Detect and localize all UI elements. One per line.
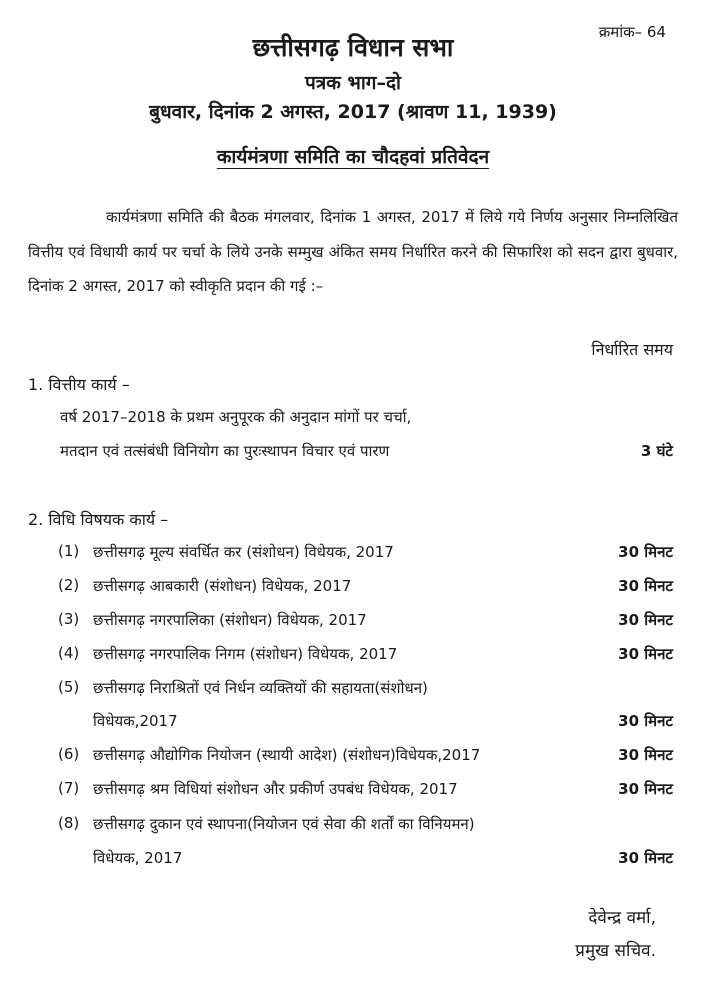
item-number: (8) <box>58 814 80 832</box>
time-column-header: निर्धारित समय <box>591 340 673 359</box>
signatory-name: देवेन्द्र वर्मा, <box>588 908 656 928</box>
bill-title-continued: विधेयक,2017 <box>93 712 178 730</box>
item-number: (7) <box>58 779 80 797</box>
financial-time: 3 घंटे <box>640 442 673 460</box>
item-number: (5) <box>58 678 80 696</box>
session-date: बुधवार, दिनांक 2 अगस्त, 2017 (श्रावण 11, 1939) <box>149 101 557 123</box>
item-number: (1) <box>58 542 80 560</box>
bill-title: छत्तीसगढ़ आबकारी (संशोधन) विधेयक, 2017 <box>93 577 352 595</box>
bill-time: 30 मिनट <box>618 746 673 764</box>
bill-time: 30 मिनट <box>618 780 673 798</box>
bill-title: छत्तीसगढ़ श्रम विधियां संशोधन और प्रकीर्ण उपबंध विधेयक, 2017 <box>93 780 458 798</box>
bill-time: 30 मिनट <box>618 849 673 867</box>
item-number: (6) <box>58 745 80 763</box>
intro-paragraph: कार्यमंत्रणा समिति की बैठक मंगलवार, दिनांक 1 अगस्त, 2017 में लिये गये निर्णय अनुसार निम्नलिखित वित्तीय एवं विधायी कार्य पर चर्चा के लिये उनके सम्मुख अंकित समय निर्धारित करने की सिफारिश को सदन द्वारा बुधवार, दिनांक 2 अगस्त, 2017 को स्वीकृति प्रदान की गई :– <box>28 208 678 295</box>
financial-line-1: वर्ष 2017–2018 के प्रथम अनुपूरक की अनुदान मांगों पर चर्चा, <box>60 408 412 426</box>
section-financial-heading: 1. वित्तीय कार्य – <box>28 375 130 394</box>
signatory-designation: प्रमुख सचिव. <box>575 941 656 961</box>
item-number: (4) <box>58 644 80 662</box>
item-number: (3) <box>58 610 80 628</box>
report-title <box>0 143 706 169</box>
bill-title: छत्तीसगढ़ औद्योगिक नियोजन (स्थायी आदेश) (संशोधन)विधेयक,2017 <box>93 746 481 764</box>
bill-time: 30 मिनट <box>618 611 673 629</box>
bill-title: छत्तीसगढ़ निराश्रितों एवं निर्धन व्यक्तियों की सहायता(संशोधन) <box>93 679 428 697</box>
item-number: (2) <box>58 576 80 594</box>
bill-time: 30 मिनट <box>618 577 673 595</box>
financial-line-2: मतदान एवं तत्संबंधी विनियोग का पुरःस्थापन विचार एवं पारण <box>60 442 390 460</box>
bill-title: छत्तीसगढ़ नगरपालिका (संशोधन) विधेयक, 2017 <box>93 611 367 629</box>
report-title-text: कार्यमंत्रणा समिति का चौदहवां प्रतिवेदन <box>216 146 490 168</box>
bill-title: छत्तीसगढ़ नगरपालिक निगम (संशोधन) विधेयक, 2017 <box>93 645 398 663</box>
bill-title: छत्तीसगढ़ मूल्य संवर्धित कर (संशोधन) विधेयक, 2017 <box>93 543 394 561</box>
bill-title: छत्तीसगढ़ दुकान एवं स्थापना(नियोजन एवं सेवा की शर्तों का विनियमन) <box>93 815 475 833</box>
bill-title-continued: विधेयक, 2017 <box>93 849 183 867</box>
bulletin-part: पत्रक भाग–दो <box>305 72 401 94</box>
bill-time: 30 मिनट <box>618 712 673 730</box>
assembly-title: छत्तीसगढ़ विधान सभा <box>252 33 454 62</box>
bill-time: 30 मिनट <box>618 645 673 663</box>
serial-number: क्रमांक– 64 <box>598 23 666 41</box>
section-legislative-heading: 2. विधि विषयक कार्य – <box>28 510 169 529</box>
bill-time: 30 मिनट <box>618 543 673 561</box>
